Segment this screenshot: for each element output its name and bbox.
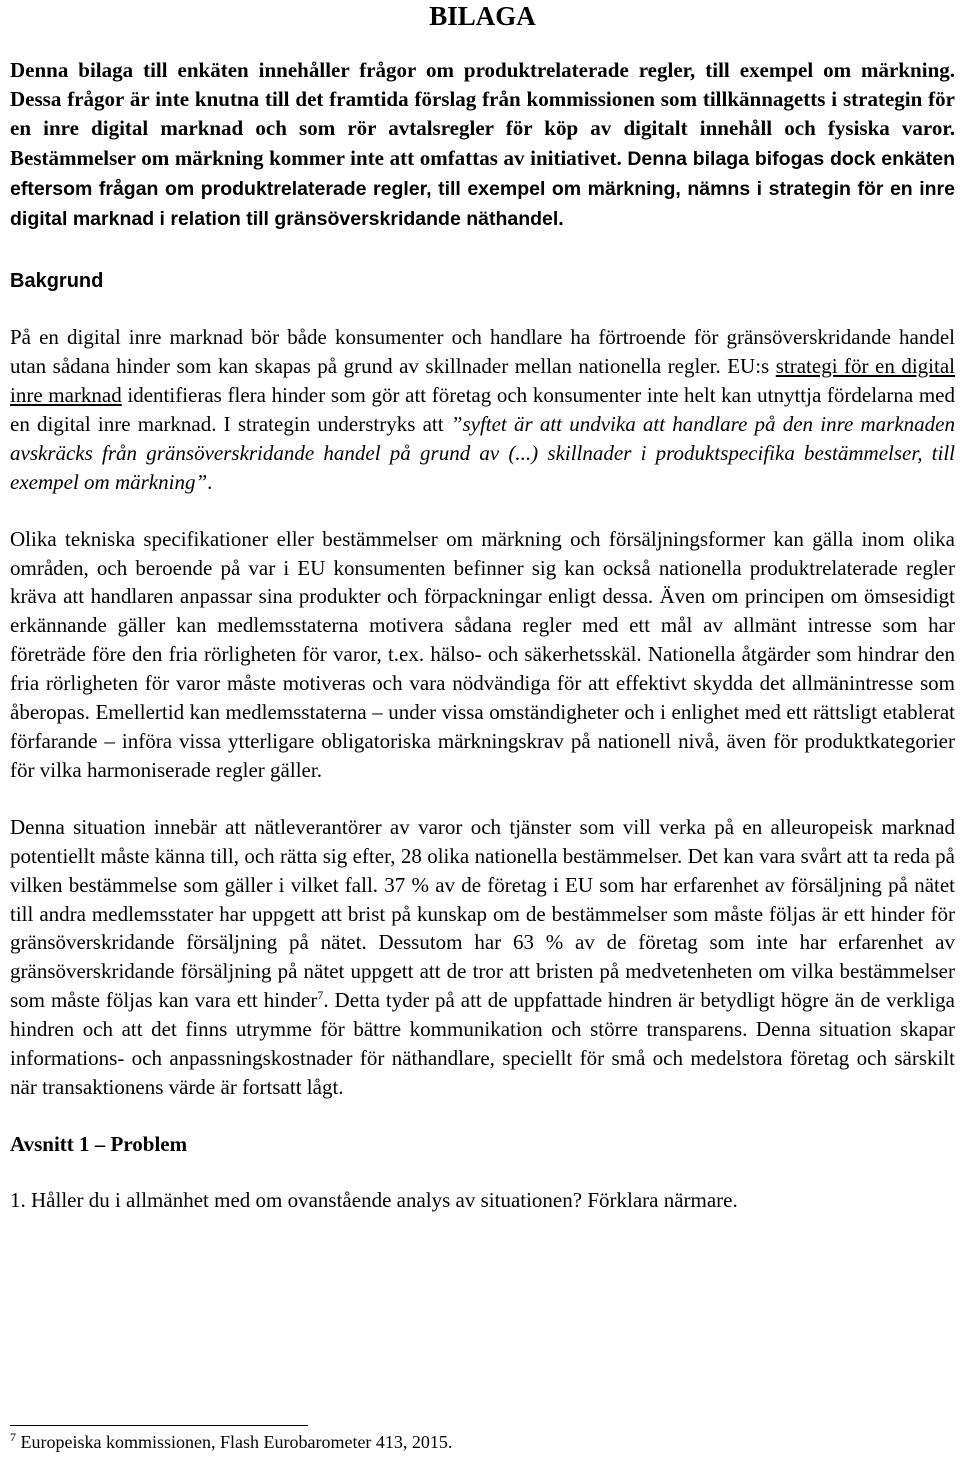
strategy-link[interactable]: strategi för en digital inre marknad: [10, 354, 955, 408]
bakgrund-p1-text-a: På en digital inre marknad bör både konsumenter och handlare ha förtroende för gränsöverskridande handel utan sådana hinder som kan skapas på grund av skillnader mellan nationella regler. EU:s: [10, 325, 955, 379]
intro-paragraph: [10, 56, 955, 234]
document-page: [10, 0, 955, 1215]
question-1: 1. Håller du i allmänhet med om ovanstående analys av situationen? Förklara närmare.: [10, 1187, 738, 1212]
intro-text-part1: Denna bilaga till enkäten innehåller frågor om produktrelaterade regler, till exempel om märkning. Dessa frågor är inte knutna till det framtida förslag från kommissionen som tillkännagetts i strategin för en inre digital marknad och som rör avtalsregler för köp av digitalt innehåll och fysiska varor. Bestämmelser om märkning kommer inte att omfattas av initiativet.: [10, 58, 955, 170]
footnote-separator: [10, 1425, 308, 1426]
bakgrund-p1-text-b: identifieras flera hinder som gör att företag och konsumenter inte helt kan utnyttja fördelarna med en digital inre marknad. I strategin understryks att: [10, 383, 955, 436]
footnote: [10, 1431, 452, 1453]
footnote-reference[interactable]: 7: [317, 988, 324, 1003]
bakgrund-p3-text-b: . Detta tyder på att de uppfattade hindren är betydligt högre än de verkliga hindren och att det finns utrymme för bättre kommunikation och större transparens. Denna situation skapar informations- och anpassningskostnader för näthandlare, speciellt för små och medelstora företag och särskilt när transaktionens värde är fortsatt lågt.: [10, 988, 955, 1099]
bakgrund-p1-text-c: .: [207, 469, 213, 494]
bakgrund-paragraph-3: [10, 813, 955, 1102]
bakgrund-paragraph-2: Olika tekniska specifikationer eller bestämmelser om märkning och försäljningsformer kan gälla inom olika områden, och beroende på var i EU konsumenten befinner sig kan också nationella produktrelaterade regler kräva att handlaren anpassar sina produkter och förpackningar enligt dessa. Även om principen om ömsesidigt erkännande gäller kan medlemsstaterna motivera sådana regler med ett mål av allmänt intresse som har företräde före den fria rörligheten för varor, t.ex. hälso- och säkerhetsskäl. Nationella åtgärder som hindrar den fria rörligheten för varor måste motiveras och vara nödvändiga för att effektivt skydda det allmänintresse som åberopas. Emellertid kan medlemsstaterna – under vissa omständigheter och i enlighet med ett rättsligt etablerat förfarande – införa vissa ytterligare obligatoriska märkningskrav på nationell nivå, även för produktkategorier för vilka harmoniserade regler gäller.: [10, 526, 955, 782]
strategy-quote: ”syftet är att undvika att handlare på den inre marknaden avskräcks från gränsöverskridande handel på grund av (...) skillnader i produktspecifika bestämmelser, till exempel om märkning”: [10, 411, 955, 494]
heading-avsnitt-1: Avsnitt 1 – Problem: [10, 1131, 188, 1156]
intro-text-part2: Denna bilaga bifogas dock enkäten eftersom frågan om produktrelaterade regler, till exempel om märkning, nämns i strategin för en inre digital marknad i relation till gränsöverskridande näthandel.: [10, 147, 955, 231]
footnote-text: Europeiska kommissionen, Flash Eurobarometer 413, 2015.: [16, 1432, 453, 1452]
bakgrund-p3-text-a: Denna situation innebär att nätleverantörer av varor och tjänster som vill verka på en alleuropeisk marknad potentiellt måste känna till, och rätta sig efter, 28 olika nationella bestämmelser. Det kan vara svårt att ta reda på vilken bestämmelse som gäller i vilket fall. 37 % av de företag i EU som har erfarenhet av försäljning på nätet till andra medlemsstater har uppgett att brist på kunskap om de bestämmelser som måste följas är ett hinder för gränsöverskridande försäljning på nätet. Dessutom har 63 % av de företag som inte har erfarenhet av gränsöverskridande försäljning på nätet uppgett att de tror att bristen på medvetenheten om vilka bestämmelser som måste följas kan vara ett hinder: [10, 814, 955, 1013]
bakgrund-paragraph-1: [10, 323, 955, 496]
heading-bakgrund: Bakgrund: [10, 270, 104, 293]
footnote-number: 7: [10, 1430, 16, 1444]
page-title: BILAGA: [429, 1, 536, 31]
